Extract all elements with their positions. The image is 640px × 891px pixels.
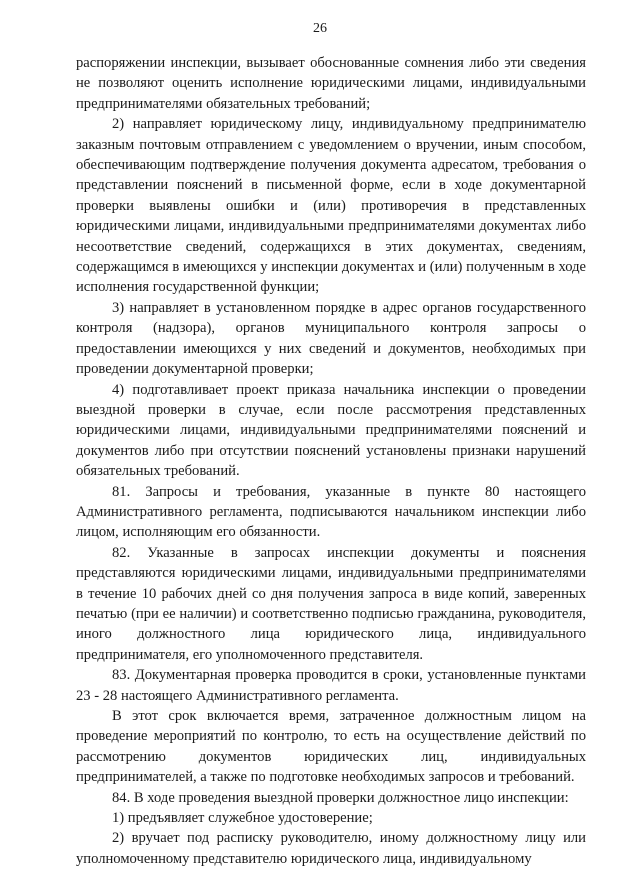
document-body	[76, 53, 586, 869]
page-number: 26	[313, 21, 327, 36]
paragraph-83-continued: В этот срок включается время, затраченное должностным лицом на проведение мероприятий по контролю, то есть на осуществление действий по рассмотрению документов юридических лиц, индивидуальных предпринимателей, а также по подготовке необходимых запросов и требований.	[76, 708, 586, 786]
paragraph-84-item-1: 1) предъявляет служебное удостоверение;	[112, 810, 373, 827]
paragraph-81: 81. Запросы и требования, указанные в пункте 80 настоящего Административного регламента, подписываются начальником инспекции либо лицом, исполняющим его обязанности.	[76, 483, 586, 541]
paragraph-continuation: распоряжении инспекции, вызывает обоснованные сомнения либо эти сведения не позволяют оценить исполнение юридическими лицами, индивидуальными предпринимателями обязательных требований;	[76, 55, 586, 112]
paragraph-82: 82. Указанные в запросах инспекции документы и пояснения представляются юридическими лицами, индивидуальными предпринимателями в течение 10 рабочих дней со дня получения запроса в виде копий, заверенных печатью (при ее наличии) и соответственно подписью гражданина, руководителя, иного должностного лица юридического лица, индивидуального предпринимателя, его уполномоченного представителя.	[76, 544, 586, 663]
paragraph-item-3: 3) направляет в установленном порядке в адрес органов государственного контроля (надзора), органов муниципального контроля запросы о предоставлении имеющихся у них сведений и документов, необходимых при проведении документарной проверки;	[76, 299, 586, 378]
paragraph-item-2: 2) направляет юридическому лицу, индивидуальному предпринимателю заказным почтовым отправлением с уведомлением о вручении, иным способом, обеспечивающим подтверждение получения документа адресатом, требования о представлении пояснений в письменной форме, если в ходе документарной проверки выявлены ошибки и (или) противоречия в представленных юридическими лицами, индивидуальными предпринимателями документах либо несоответствие сведений, содержащихся в этих документах, сведениям, содержащимся в имеющихся у инспекции документах и (или) полученным в ходе исполнения государственной функции;	[76, 116, 586, 296]
paragraph-84-item-2: 2) вручает под расписку руководителю, иному должностному лицу или уполномоченному представителю юридического лица, индивидуальному	[76, 830, 586, 867]
paragraph-83: 83. Документарная проверка проводится в сроки, установленные пунктами 23 - 28 настоящего Административного регламента.	[76, 667, 586, 704]
paragraph-84: 84. В ходе проведения выездной проверки должностное лицо инспекции:	[112, 789, 569, 806]
paragraph-item-4: 4) подготавливает проект приказа начальника инспекции о проведении выездной проверки в случае, если после рассмотрения представленных юридическими лицами, индивидуальными предпринимателями пояснений и документов либо при отсутствии пояснений установлены признаки нарушений обязательных требований.	[76, 381, 586, 480]
